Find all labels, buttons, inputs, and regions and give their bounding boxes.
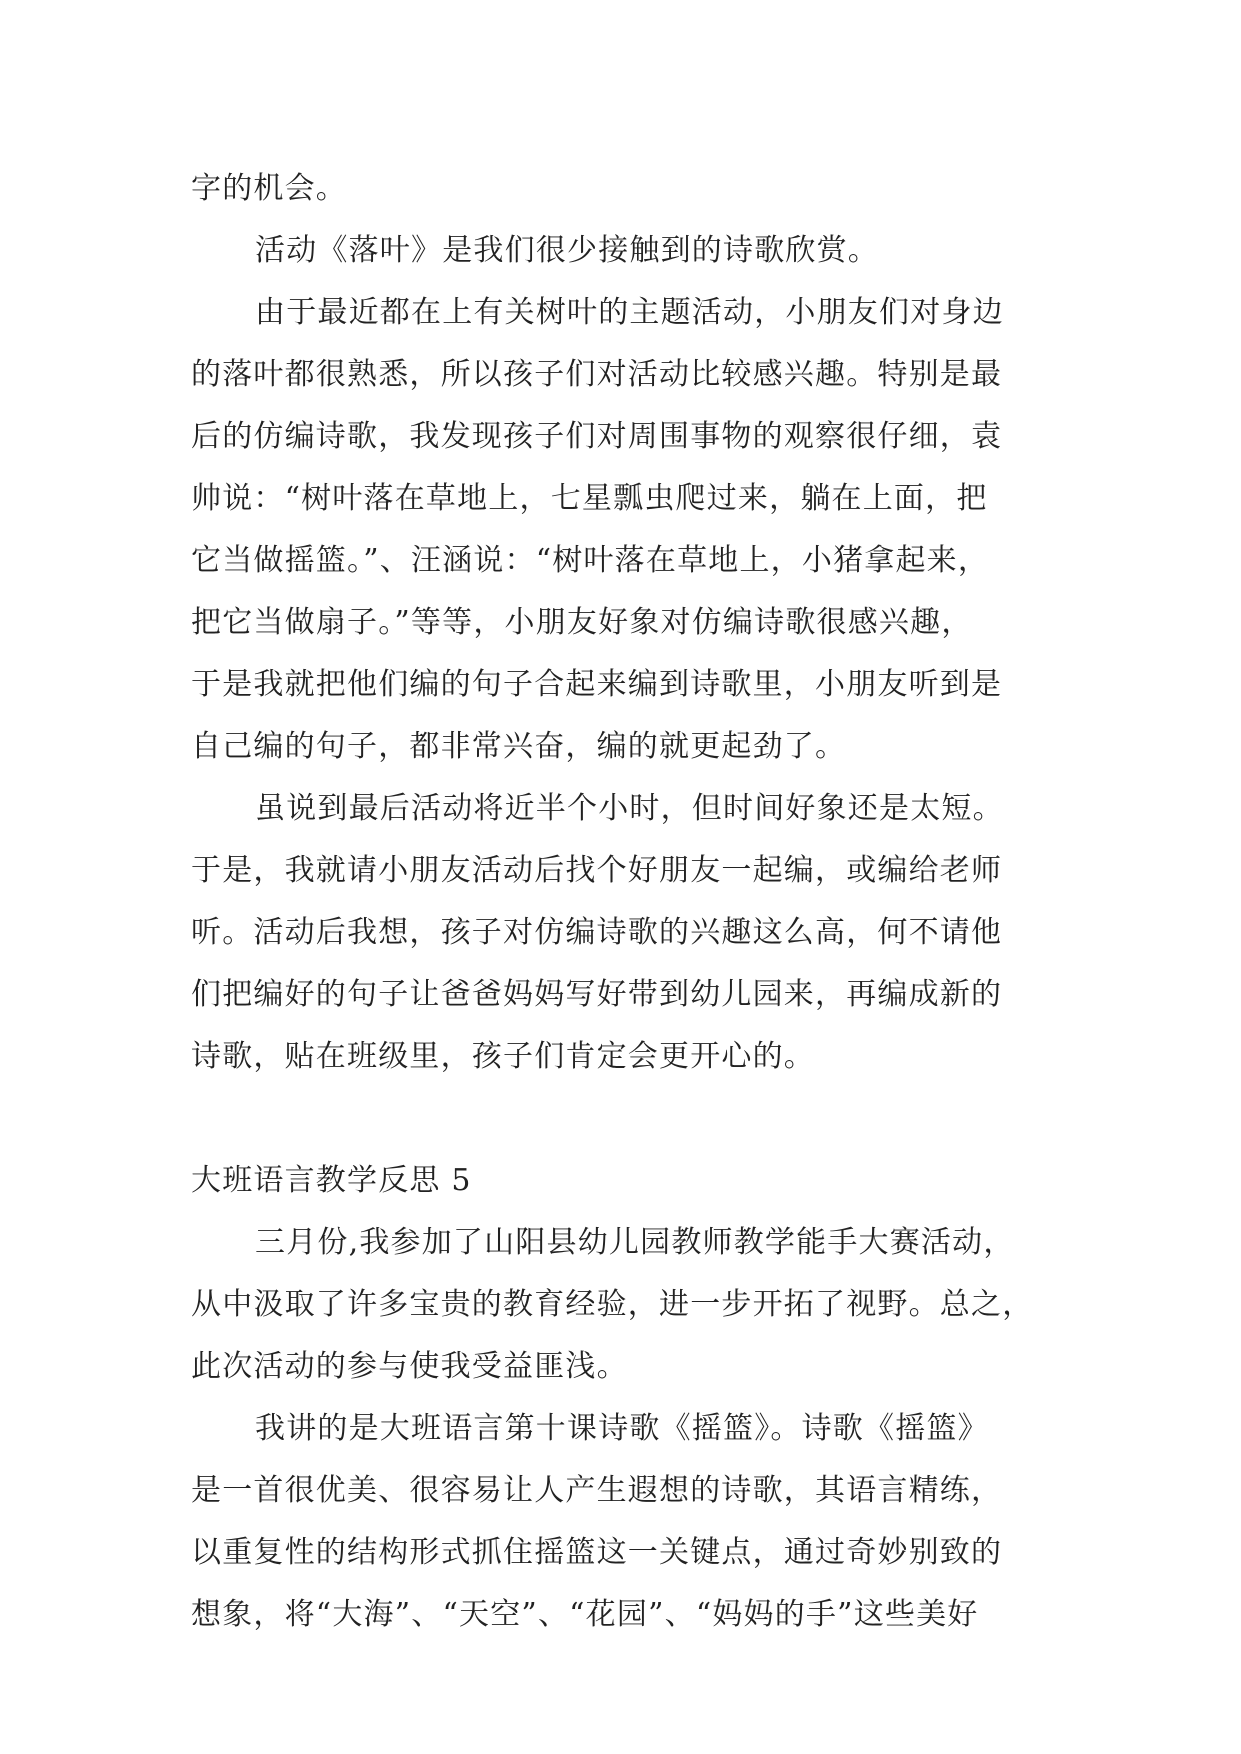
text-line: 于是我就把他们编的句子合起来编到诗歌里，小朋友听到是 xyxy=(191,667,1003,702)
section-1 xyxy=(191,158,1071,1088)
text-line: 诗歌，贴在班级里，孩子们肯定会更开心的。 xyxy=(191,1039,815,1074)
text-line: 活动《落叶》是我们很少接触到的诗歌欣赏。 xyxy=(255,233,879,268)
text-line: 它当做摇篮。”、汪涵说：“树叶落在草地上，小猪拿起来， xyxy=(191,543,990,578)
text-line: 想象，将“大海”、“天空”、“花园”、“妈妈的手”这些美好 xyxy=(191,1597,979,1632)
text-line: 三月份,我参加了山阳县幼儿园教师教学能手大赛活动， xyxy=(255,1225,1015,1260)
text-line: 以重复性的结构形式抓住摇篮这一关键点，通过奇妙别致的 xyxy=(191,1535,1003,1570)
section-heading: 大班语言教学反思 5 xyxy=(191,1163,472,1198)
text-line: 自己编的句子，都非常兴奋，编的就更起劲了。 xyxy=(191,729,847,764)
text-line: 此次活动的参与使我受益匪浅。 xyxy=(191,1349,628,1384)
text-line: 字的机会。 xyxy=(191,171,347,206)
text-line: 于是，我就请小朋友活动后找个好朋友一起编，或编给老师 xyxy=(191,853,1003,888)
text-line: 听。活动后我想，孩子对仿编诗歌的兴趣这么高，何不请他 xyxy=(191,915,1003,950)
text-line: 从中汲取了许多宝贵的教育经验，进一步开拓了视野。总之， xyxy=(191,1287,1034,1322)
text-line: 的落叶都很熟悉，所以孩子们对活动比较感兴趣。特别是最 xyxy=(191,357,1003,392)
text-line: 后的仿编诗歌，我发现孩子们对周围事物的观察很仔细，袁 xyxy=(191,419,1003,454)
text-line: 帅说：“树叶落在草地上，七星瓢虫爬过来，躺在上面，把 xyxy=(191,481,988,516)
section-2 xyxy=(191,1150,1071,1646)
text-line: 我讲的是大班语言第十课诗歌《摇篮》。诗歌《摇篮》 xyxy=(255,1411,989,1446)
text-line: 虽说到最后活动将近半个小时，但时间好象还是太短。 xyxy=(255,791,1004,826)
text-line: 是一首很优美、很容易让人产生遐想的诗歌，其语言精练， xyxy=(191,1473,1003,1508)
document-body xyxy=(191,158,1071,1646)
text-line: 把它当做扇子。”等等，小朋友好象对仿编诗歌很感兴趣， xyxy=(191,605,973,640)
text-line: 们把编好的句子让爸爸妈妈写好带到幼儿园来，再编成新的 xyxy=(191,977,1003,1012)
text-line: 由于最近都在上有关树叶的主题活动，小朋友们对身边 xyxy=(255,295,1004,330)
